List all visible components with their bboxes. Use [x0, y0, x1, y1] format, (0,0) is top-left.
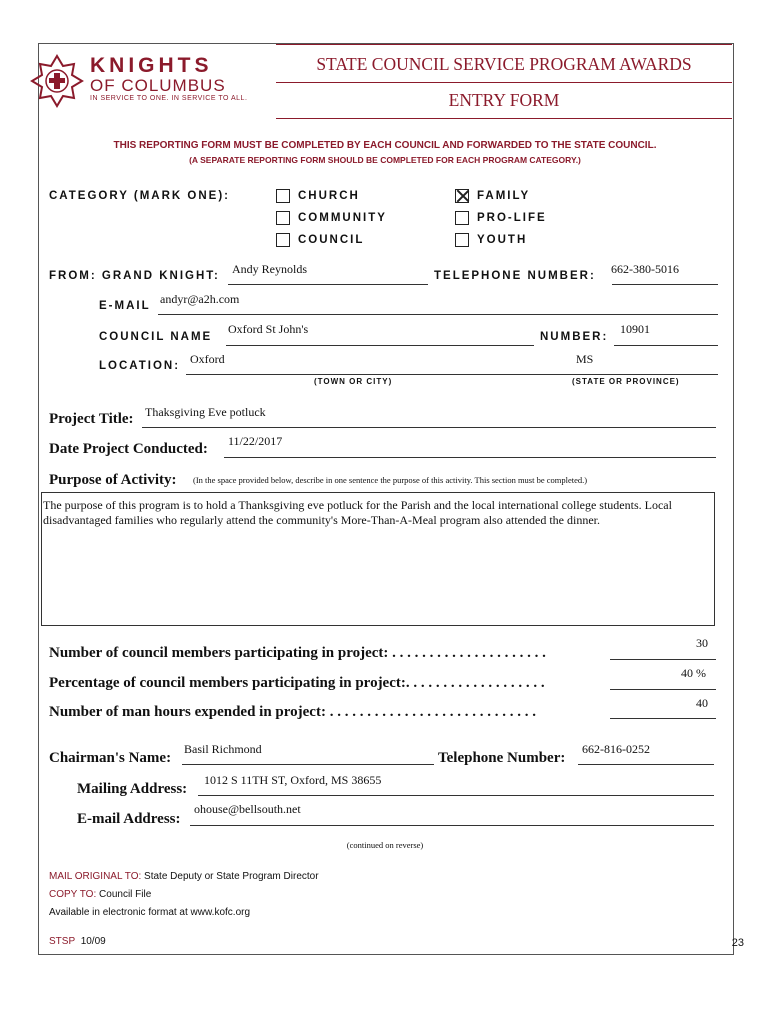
- email-value[interactable]: andyr@a2h.com: [160, 292, 240, 306]
- project-title-label: Project Title:: [49, 411, 134, 427]
- kofc-logo: [30, 52, 270, 112]
- form-title: STATE COUNCIL SERVICE PROGRAM AWARDS: [316, 54, 692, 74]
- mail-original-line: [49, 871, 319, 882]
- date-conducted-line: [224, 457, 716, 458]
- members-participating-line: [610, 659, 716, 660]
- form-date: 10/09: [80, 936, 106, 947]
- percentage-participating-value[interactable]: 40 %: [681, 666, 706, 680]
- percentage-participating-line: [610, 689, 716, 690]
- family-checkbox[interactable]: [455, 189, 469, 203]
- youth-label: YOUTH: [477, 234, 528, 246]
- availability-note: Available in electronic format at www.kofc.org: [49, 907, 251, 918]
- form-subtitle: ENTRY FORM: [448, 90, 560, 110]
- church-label: CHURCH: [298, 190, 360, 202]
- members-participating-value[interactable]: 30: [696, 636, 708, 650]
- family-label: FAMILY: [477, 190, 531, 202]
- council-name-value[interactable]: Oxford St John's: [228, 322, 309, 336]
- instruction-line-1: THIS REPORTING FORM MUST BE COMPLETED BY EACH COUNCIL AND FORWARDED TO THE STATE COUNCIL.: [113, 140, 657, 151]
- copy-to-label: COPY TO:: [49, 889, 97, 900]
- purpose-label: Purpose of Activity:: [49, 472, 177, 488]
- council-checkbox[interactable]: [276, 233, 290, 247]
- community-checkbox[interactable]: [276, 211, 290, 225]
- telephone-value[interactable]: 662-380-5016: [611, 262, 679, 276]
- chairman-email-line: [190, 825, 714, 826]
- chairman-email-label: E-mail Address:: [77, 811, 181, 827]
- project-title-line: [142, 427, 716, 428]
- copy-to-line: [49, 889, 151, 900]
- chairman-email-value[interactable]: ohouse@bellsouth.net: [194, 802, 301, 816]
- header-rule-middle: [276, 82, 732, 83]
- logo-tagline: IN SERVICE TO ONE. IN SERVICE TO ALL.: [90, 95, 248, 102]
- purpose-note: (In the space provided below, describe in one sentence the purpose of this activity. This section must be completed.): [193, 475, 588, 485]
- header-rule-top: [276, 44, 732, 45]
- chairman-name-line: [182, 764, 434, 765]
- chairman-telephone-label: Telephone Number:: [438, 750, 566, 766]
- number-line: [614, 345, 718, 346]
- location-label: LOCATION:: [99, 360, 181, 372]
- form-code-line: [49, 936, 106, 947]
- purpose-text: The purpose of this program is to hold a Thanksgiving eve potluck for the Parish and the local international college students. Local disadvantaged families who regularly attend the community's More-Than-A-Meal program also attended the dinner.: [43, 498, 672, 527]
- grand-knight-name[interactable]: Andy Reynolds: [232, 262, 307, 276]
- state-value[interactable]: MS: [576, 352, 594, 366]
- logo-text-knights: KNIGHTS: [90, 54, 213, 77]
- chairman-telephone-line: [578, 764, 714, 765]
- category-label: CATEGORY (MARK ONE):: [49, 190, 230, 202]
- copy-to-value: Council File: [99, 889, 152, 900]
- pro-life-label: PRO-LIFE: [477, 212, 547, 224]
- man-hours-label: Number of man hours expended in project: . . . . . . . . . . . . . . . . . . . . . . . . . . . .: [49, 704, 536, 720]
- email-label: E-MAIL: [99, 300, 151, 312]
- header-rule-bottom: [276, 118, 732, 119]
- grand-knight-line: [228, 284, 428, 285]
- purpose-textarea[interactable]: [41, 492, 715, 626]
- council-name-line: [226, 345, 534, 346]
- mailing-address-line: [198, 795, 714, 796]
- state-caption: (STATE OR PROVINCE): [572, 377, 680, 386]
- form-code: STSP: [49, 936, 76, 947]
- email-line: [158, 314, 718, 315]
- council-name-label: COUNCIL NAME: [99, 331, 213, 343]
- number-label: NUMBER:: [540, 331, 609, 343]
- town-value[interactable]: Oxford: [190, 352, 225, 366]
- kofc-emblem-icon: [30, 54, 84, 108]
- mailing-address-label: Mailing Address:: [77, 781, 188, 797]
- man-hours-line: [610, 718, 716, 719]
- location-line: [186, 374, 718, 375]
- number-value[interactable]: 10901: [620, 322, 650, 336]
- page-number: 23: [731, 937, 744, 949]
- continued-note: (continued on reverse): [346, 840, 424, 850]
- members-participating-label: Number of council members participating in project: . . . . . . . . . . . . . . . . . . . . .: [49, 645, 546, 661]
- percentage-participating-label: Percentage of council members participating in project:. . . . . . . . . . . . . . . . . . .: [49, 675, 545, 691]
- chairman-name-value[interactable]: Basil Richmond: [184, 742, 262, 756]
- youth-checkbox[interactable]: [455, 233, 469, 247]
- telephone-line: [612, 284, 718, 285]
- instruction-line-2: (A SEPARATE REPORTING FORM SHOULD BE COMPLETED FOR EACH PROGRAM CATEGORY.): [189, 155, 581, 165]
- mail-original-label: MAIL ORIGINAL TO:: [49, 871, 142, 882]
- council-label: COUNCIL: [298, 234, 365, 246]
- community-label: COMMUNITY: [298, 212, 387, 224]
- man-hours-value[interactable]: 40: [696, 696, 708, 710]
- logo-text-of-columbus: OF COLUMBUS: [90, 76, 226, 95]
- date-conducted-value[interactable]: 11/22/2017: [228, 434, 283, 448]
- chairman-telephone-value[interactable]: 662-816-0252: [582, 742, 650, 756]
- telephone-label: TELEPHONE NUMBER:: [434, 270, 596, 282]
- mail-original-value: State Deputy or State Program Director: [144, 871, 319, 882]
- town-caption: (TOWN OR CITY): [314, 377, 393, 386]
- project-title-value[interactable]: Thaksgiving Eve potluck: [145, 405, 266, 419]
- chairman-name-label: Chairman's Name:: [49, 750, 172, 766]
- grand-knight-label: FROM: GRAND KNIGHT:: [49, 270, 220, 282]
- church-checkbox[interactable]: [276, 189, 290, 203]
- pro-life-checkbox[interactable]: [455, 211, 469, 225]
- date-conducted-label: Date Project Conducted:: [49, 441, 208, 457]
- mailing-address-value[interactable]: 1012 S 11TH ST, Oxford, MS 38655: [204, 773, 382, 787]
